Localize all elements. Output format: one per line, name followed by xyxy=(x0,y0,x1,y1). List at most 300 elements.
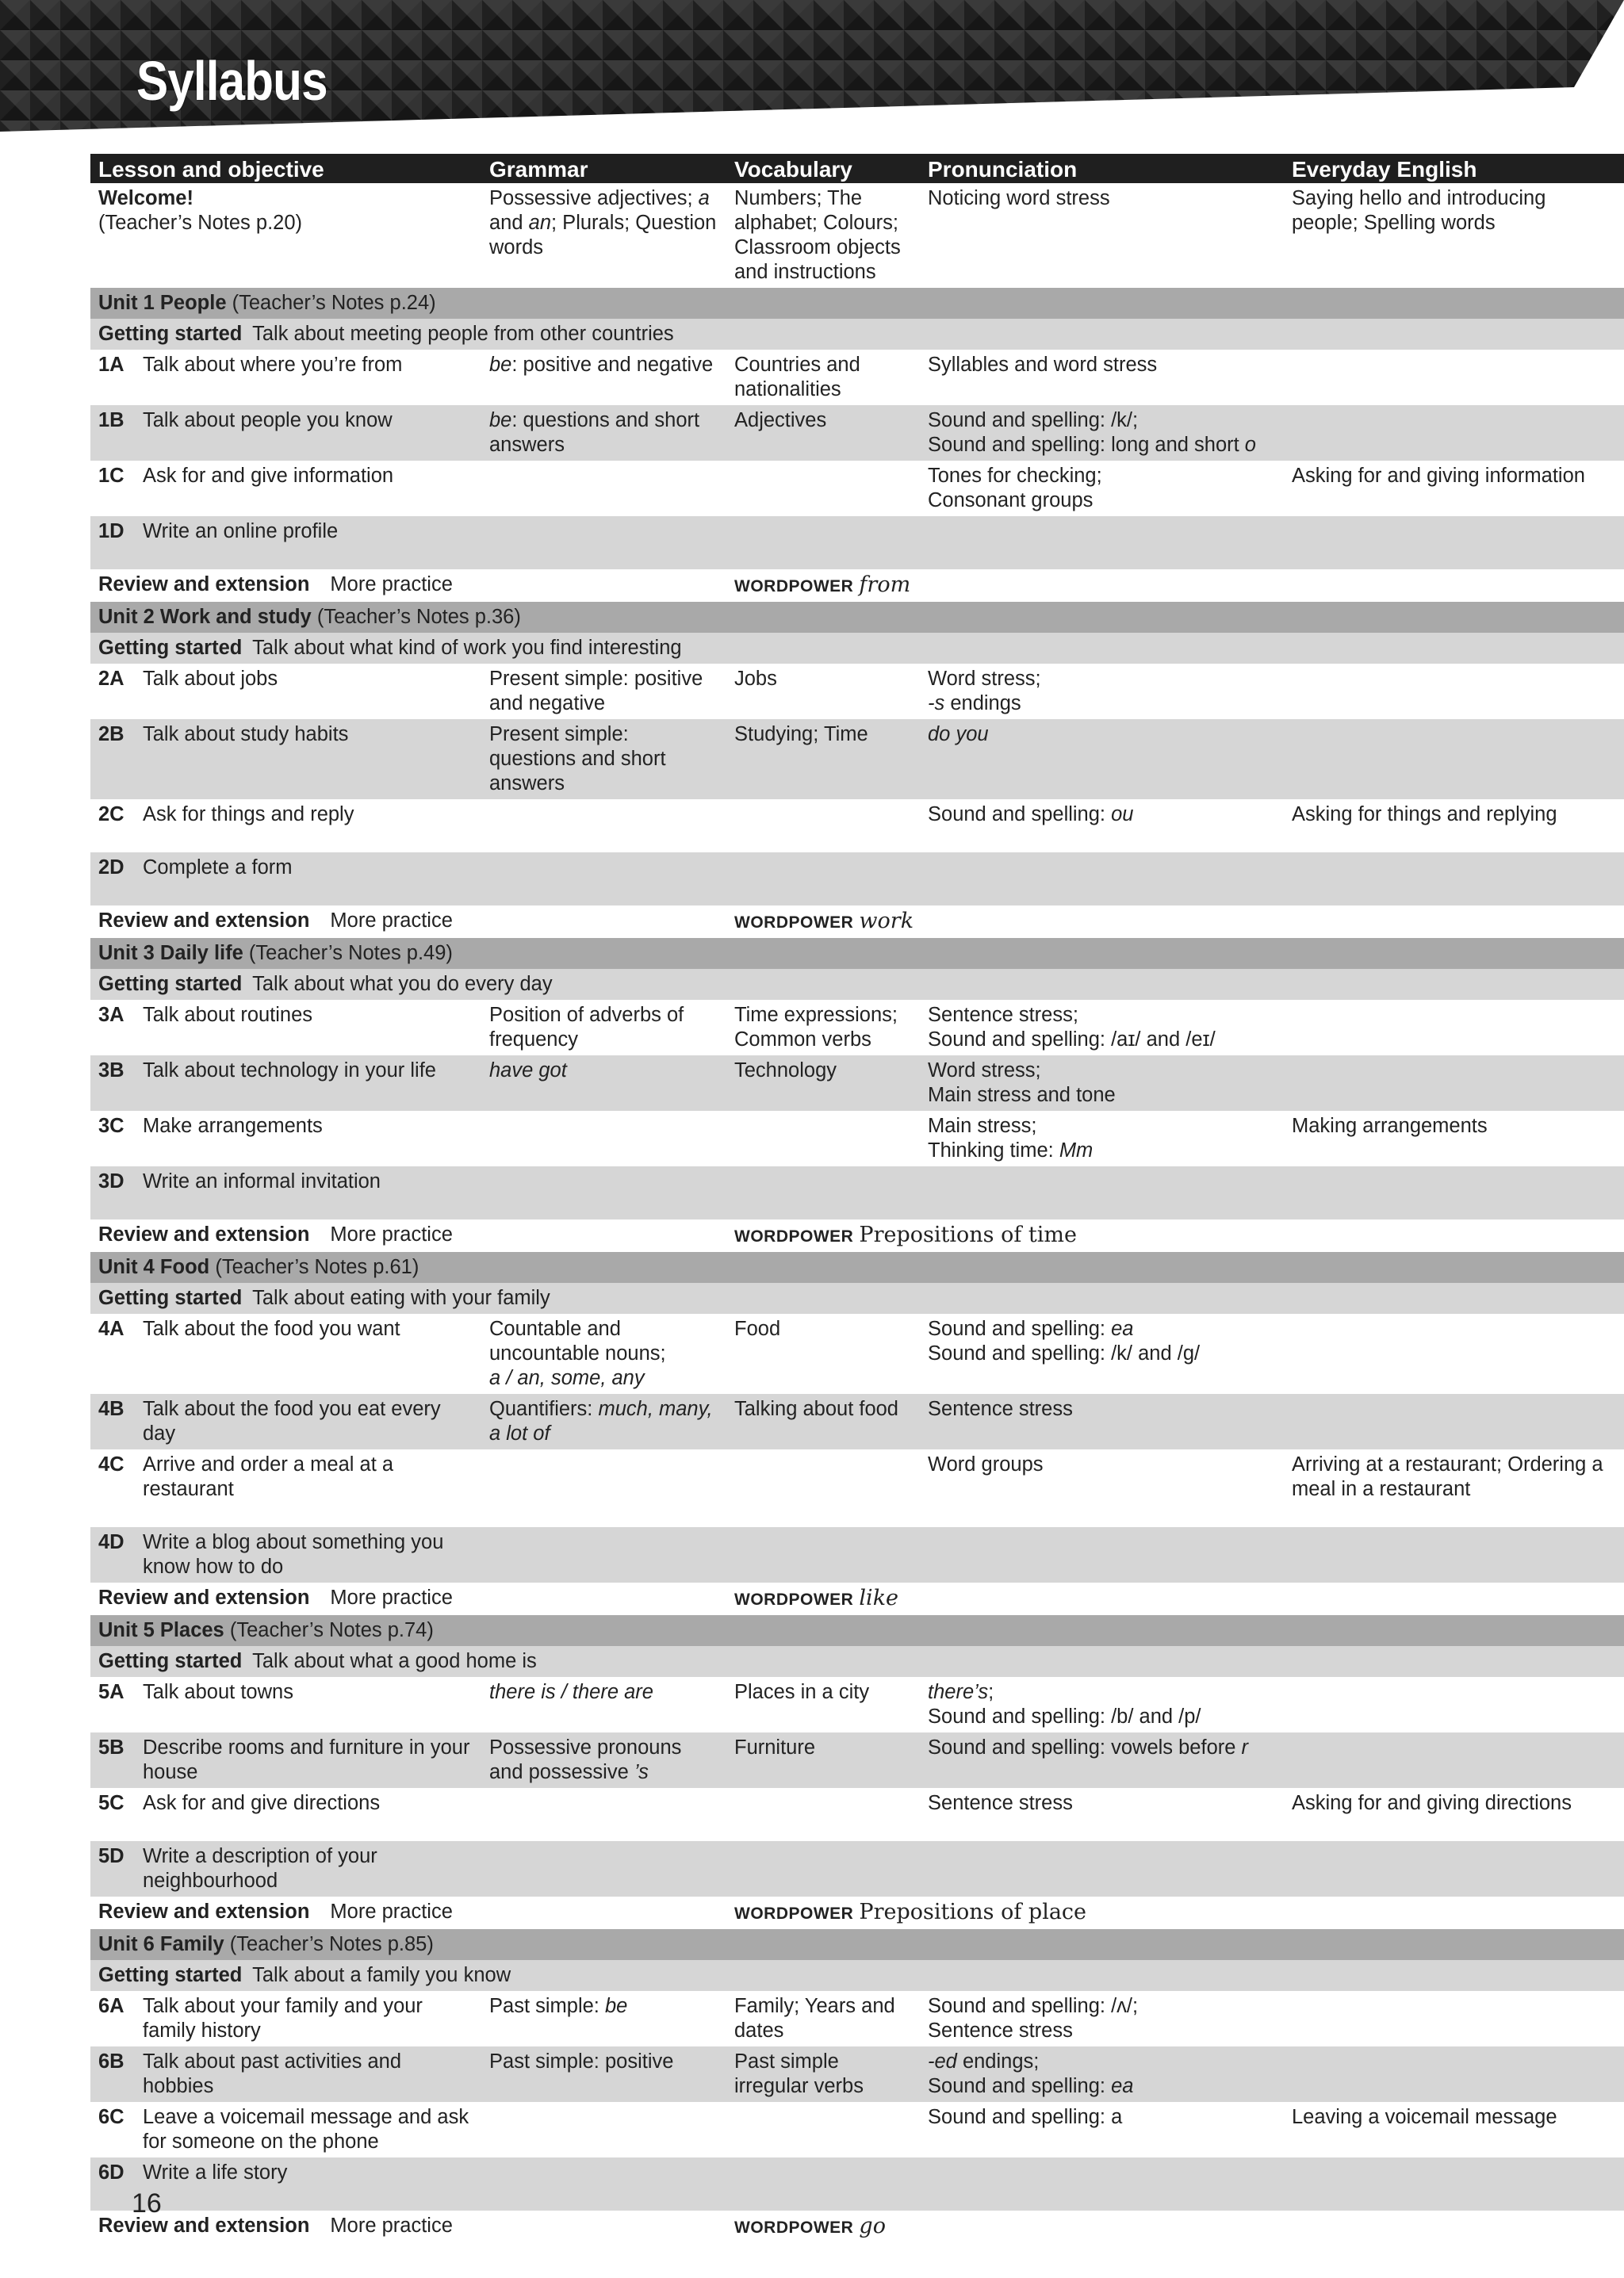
lesson-objective: Ask for and give information xyxy=(143,465,394,487)
grammar-text: Quantifiers: xyxy=(489,1398,599,1420)
lesson-vocabulary: Food xyxy=(734,1318,781,1340)
lesson-everyday-english xyxy=(1284,1527,1624,1583)
wordpower-word: Prepositions of time xyxy=(859,1223,1077,1247)
pronunciation-text: Sound and spelling: /aɪ/ and /eɪ/ xyxy=(928,1028,1216,1051)
grammar-text: be xyxy=(604,1995,628,2017)
lesson-pronunciation xyxy=(920,1166,1284,1219)
lesson-everyday-english xyxy=(1284,1166,1624,1219)
grammar-text: a xyxy=(698,187,710,209)
lesson-pronunciation xyxy=(920,405,1284,461)
lesson-code: 2D xyxy=(90,852,143,905)
review-row xyxy=(90,1219,1624,1252)
welcome-row xyxy=(90,183,1624,288)
grammar-text: be xyxy=(489,409,512,431)
lesson-pronunciation xyxy=(920,1677,1284,1732)
lesson-grammar xyxy=(481,461,726,516)
wordpower xyxy=(726,569,1624,602)
lesson-code: 4C xyxy=(98,1453,124,1476)
lesson-everyday-english: Leaving a voicemail message xyxy=(1292,2106,1557,2128)
lesson-everyday-english xyxy=(1284,852,1624,905)
welcome-objective xyxy=(90,183,481,288)
pronunciation-text: Consonant groups xyxy=(928,489,1094,511)
unit-name: Unit 3 Daily life xyxy=(98,942,243,964)
lesson-row xyxy=(90,1788,1624,1841)
wordpower xyxy=(726,1219,1624,1252)
lesson-vocabulary xyxy=(726,1841,920,1897)
getting-started-label: Getting started xyxy=(98,1650,243,1672)
lesson-pronunciation xyxy=(920,350,1284,405)
pronunciation-text: ; xyxy=(988,1681,994,1703)
wordpower-label: WORDPOWER xyxy=(734,577,854,595)
lesson-everyday-english xyxy=(1284,1677,1624,1732)
pronunciation-text: do you xyxy=(928,723,989,745)
wordpower-label: WORDPOWER xyxy=(734,1591,854,1609)
lesson-code: 1C xyxy=(98,465,124,487)
lesson-row xyxy=(90,1166,1624,1219)
syllabus-body xyxy=(90,183,1624,2243)
pronunciation-text: Sentence stress; xyxy=(928,1004,1078,1026)
pronunciation-text: ou xyxy=(1111,803,1134,825)
unit-title xyxy=(90,938,1624,969)
review-row xyxy=(90,1897,1624,1929)
more-practice: More practice xyxy=(330,1223,453,1246)
lesson-everyday-english xyxy=(1284,719,1624,799)
lesson-row xyxy=(90,2157,1624,2211)
unit-name: Unit 5 Places xyxy=(98,1619,224,1641)
lesson-grammar xyxy=(481,1527,726,1583)
getting-started-text: Talk about what a good home is xyxy=(252,1650,537,1672)
unit-header-row xyxy=(90,288,1624,319)
lesson-objective: Write an informal invitation xyxy=(143,1166,481,1219)
lesson-code: 6D xyxy=(90,2157,143,2211)
lesson-grammar xyxy=(481,2102,726,2157)
getting-started xyxy=(90,969,1624,1000)
review-title: Review and extension xyxy=(98,1587,310,1609)
unit-title xyxy=(90,1615,1624,1646)
lesson-vocabulary xyxy=(726,1788,920,1841)
review-title: Review and extension xyxy=(98,2215,310,2237)
lesson-vocabulary: Furniture xyxy=(726,1732,920,1788)
more-practice: More practice xyxy=(330,2215,453,2237)
pronunciation-text: -ed xyxy=(928,2050,957,2073)
lesson-pronunciation xyxy=(920,664,1284,719)
lesson-row xyxy=(90,1314,1624,1394)
lesson-code: 6C xyxy=(98,2106,124,2128)
review-title: Review and extension xyxy=(98,573,310,595)
lesson-row xyxy=(90,799,1624,852)
pronunciation-text: Sound and spelling: xyxy=(928,1318,1112,1340)
lesson-vocabulary xyxy=(726,1527,920,1583)
lesson-vocabulary xyxy=(726,2157,920,2211)
lesson-code: 4B xyxy=(90,1394,143,1449)
lesson-everyday-english xyxy=(1284,1314,1624,1394)
getting-started-text: Talk about what you do every day xyxy=(252,973,553,995)
column-header: Pronunciation xyxy=(920,154,1284,183)
grammar-text: ’s xyxy=(634,1761,649,1783)
lesson-code: 1B xyxy=(90,405,143,461)
lesson-pronunciation xyxy=(920,799,1284,852)
getting-started-label: Getting started xyxy=(98,323,243,345)
lesson-grammar xyxy=(481,664,726,719)
pronunciation-text: Sound and spelling: xyxy=(928,2075,1112,2097)
wordpower-word: work xyxy=(859,909,914,933)
getting-started xyxy=(90,1646,1624,1677)
lesson-row xyxy=(90,1732,1624,1788)
page-title: Syllabus xyxy=(136,50,327,112)
welcome-vocabulary: Numbers; The alphabet; Colours; Classroom objects and instructions xyxy=(734,187,901,283)
lesson-code: 2B xyxy=(90,719,143,799)
header-row xyxy=(90,154,1624,183)
wordpower-word: like xyxy=(859,1586,899,1610)
lesson-everyday-english xyxy=(1284,1394,1624,1449)
lesson-row xyxy=(90,1111,1624,1166)
review-row xyxy=(90,905,1624,938)
lesson-vocabulary xyxy=(726,852,920,905)
grammar-text: Position of adverbs of frequency xyxy=(489,1004,684,1051)
lesson-row xyxy=(90,1841,1624,1897)
unit-name: Unit 1 People xyxy=(98,292,227,314)
grammar-text: Present simple: questions and short answers xyxy=(489,723,666,794)
lesson-vocabulary xyxy=(726,2102,920,2157)
grammar-text: Past simple: xyxy=(489,1995,605,2017)
pronunciation-text: Sound and spelling: /k/; xyxy=(928,409,1139,431)
lesson-row xyxy=(90,516,1624,569)
lesson-vocabulary: Jobs xyxy=(734,668,777,690)
grammar-text: have got xyxy=(489,1059,567,1082)
lesson-objective: Talk about study habits xyxy=(143,719,481,799)
lesson-grammar xyxy=(481,1166,726,1219)
pronunciation-text: Word stress; xyxy=(928,1059,1041,1082)
lesson-vocabulary: Technology xyxy=(726,1055,920,1111)
lesson-pronunciation xyxy=(920,1394,1284,1449)
lesson-pronunciation xyxy=(920,1449,1284,1527)
lesson-vocabulary xyxy=(726,1111,920,1166)
pronunciation-text: Sound and spelling: vowels before xyxy=(928,1736,1242,1759)
lesson-objective: Make arrangements xyxy=(143,1115,323,1137)
getting-started-row xyxy=(90,319,1624,350)
lesson-pronunciation xyxy=(920,1000,1284,1055)
lesson-pronunciation xyxy=(920,1788,1284,1841)
lesson-objective: Talk about towns xyxy=(143,1681,293,1703)
review-title: Review and extension xyxy=(98,1901,310,1923)
lesson-objective: Talk about routines xyxy=(143,1004,313,1026)
lesson-everyday-english xyxy=(1284,405,1624,461)
wordpower-word: Prepositions of place xyxy=(859,1900,1087,1924)
review-label xyxy=(90,1897,726,1929)
more-practice: More practice xyxy=(330,1587,453,1609)
lesson-grammar xyxy=(481,1677,726,1732)
lesson-grammar xyxy=(481,1732,726,1788)
getting-started-label: Getting started xyxy=(98,973,243,995)
lesson-vocabulary: Adjectives xyxy=(726,405,920,461)
lesson-grammar xyxy=(481,719,726,799)
pronunciation-text: o xyxy=(1244,434,1256,456)
lesson-code: 2C xyxy=(98,803,124,825)
unit-name: Unit 4 Food xyxy=(98,1256,210,1278)
lesson-grammar xyxy=(481,1055,726,1111)
wordpower xyxy=(726,1897,1624,1929)
unit-notes: (Teacher’s Notes p.36) xyxy=(316,606,521,628)
lesson-row xyxy=(90,461,1624,516)
lesson-grammar xyxy=(481,1000,726,1055)
lesson-vocabulary: Studying; Time xyxy=(726,719,920,799)
pronunciation-text: Syllables and word stress xyxy=(928,354,1158,376)
grammar-text: much, many, a lot of xyxy=(489,1398,713,1445)
welcome-grammar xyxy=(481,183,726,288)
unit-notes: (Teacher’s Notes p.24) xyxy=(232,292,436,314)
lesson-vocabulary xyxy=(726,461,920,516)
wordpower xyxy=(726,1583,1624,1615)
pronunciation-text: Sound and spelling: /b/ and /p/ xyxy=(928,1706,1201,1728)
pronunciation-text: Word groups xyxy=(928,1453,1044,1476)
getting-started xyxy=(90,1960,1624,1991)
welcome-everyday-english: Saying hello and introducing people; Spelling words xyxy=(1292,187,1546,234)
lesson-row xyxy=(90,405,1624,461)
grammar-text: Possessive adjectives; xyxy=(489,187,699,209)
lesson-pronunciation xyxy=(920,1527,1284,1583)
lesson-objective: Talk about jobs xyxy=(143,668,278,690)
lesson-everyday-english xyxy=(1284,1841,1624,1897)
review-label xyxy=(90,2211,726,2243)
lesson-everyday-english: Asking for and giving information xyxy=(1292,465,1585,487)
unit-header-row xyxy=(90,1929,1624,1960)
pronunciation-text: Sound and spelling: xyxy=(928,803,1112,825)
lesson-grammar xyxy=(481,1841,726,1897)
lesson-row xyxy=(90,1000,1624,1055)
lesson-vocabulary: Talking about food xyxy=(726,1394,920,1449)
review-label xyxy=(90,1219,726,1252)
lesson-objective: Talk about where you’re from xyxy=(143,354,403,376)
lesson-objective: Talk about the food you want xyxy=(143,1318,400,1340)
lesson-vocabulary xyxy=(726,516,920,569)
review-title: Review and extension xyxy=(98,909,310,932)
lesson-vocabulary xyxy=(726,799,920,852)
lesson-code: 5C xyxy=(98,1792,124,1814)
lesson-code: 5B xyxy=(90,1732,143,1788)
pronunciation-text: there’s xyxy=(928,1681,989,1703)
lesson-objective: Complete a form xyxy=(143,852,481,905)
getting-started-row xyxy=(90,969,1624,1000)
lesson-everyday-english xyxy=(1284,1732,1624,1788)
welcome-pronunciation: Noticing word stress xyxy=(928,187,1110,209)
welcome-title: Welcome! xyxy=(98,187,193,209)
pronunciation-text: Main stress; xyxy=(928,1115,1037,1137)
pronunciation-text: -s xyxy=(928,692,945,714)
unit-header-row xyxy=(90,938,1624,969)
lesson-grammar xyxy=(481,799,726,852)
grammar-text: and xyxy=(489,212,529,234)
lesson-objective: Talk about the food you eat every day xyxy=(143,1394,481,1449)
lesson-vocabulary xyxy=(726,1166,920,1219)
lesson-pronunciation xyxy=(920,852,1284,905)
review-label xyxy=(90,1583,726,1615)
page-number: 16 xyxy=(132,2188,162,2219)
header-banner xyxy=(0,0,1624,132)
lesson-vocabulary: Countries and nationalities xyxy=(734,354,860,400)
lesson-code: 3D xyxy=(90,1166,143,1219)
lesson-everyday-english xyxy=(1284,1055,1624,1111)
lesson-grammar xyxy=(481,1314,726,1394)
review-title: Review and extension xyxy=(98,1223,310,1246)
pronunciation-text: Tones for checking; xyxy=(928,465,1102,487)
lesson-everyday-english xyxy=(1284,350,1624,405)
lesson-code: 5D xyxy=(90,1841,143,1897)
lesson-grammar xyxy=(481,1449,726,1527)
lesson-everyday-english: Asking for and giving directions xyxy=(1292,1792,1572,1814)
lesson-pronunciation xyxy=(920,2157,1284,2211)
lesson-row xyxy=(90,1991,1624,2046)
lesson-code: 3A xyxy=(98,1004,124,1026)
lesson-row xyxy=(90,664,1624,719)
column-header: Everyday English xyxy=(1284,154,1624,183)
lesson-pronunciation xyxy=(920,2046,1284,2102)
lesson-vocabulary xyxy=(726,1449,920,1527)
pronunciation-text: r xyxy=(1241,1736,1249,1759)
lesson-vocabulary: Family; Years and dates xyxy=(734,1995,895,2042)
lesson-everyday-english xyxy=(1284,1000,1624,1055)
lesson-grammar xyxy=(481,2046,726,2102)
pronunciation-text: endings xyxy=(944,692,1021,714)
grammar-text: ; Plurals; Question words xyxy=(489,212,717,258)
lesson-row xyxy=(90,1394,1624,1449)
unit-notes: (Teacher’s Notes p.74) xyxy=(229,1619,434,1641)
lesson-pronunciation xyxy=(920,1991,1284,2046)
lesson-code: 6A xyxy=(98,1995,124,2017)
more-practice: More practice xyxy=(330,573,453,595)
getting-started-row xyxy=(90,1283,1624,1314)
unit-notes: (Teacher’s Notes p.61) xyxy=(215,1256,419,1278)
lesson-row xyxy=(90,350,1624,405)
getting-started-row xyxy=(90,633,1624,664)
grammar-text: Present simple: positive and negative xyxy=(489,668,703,714)
lesson-objective: Ask for and give directions xyxy=(143,1792,381,1814)
review-label xyxy=(90,905,726,938)
getting-started-label: Getting started xyxy=(98,637,243,659)
pronunciation-text: Sentence stress xyxy=(928,1792,1073,1814)
lesson-objective: Talk about past activities and hobbies xyxy=(143,2046,481,2102)
lesson-row xyxy=(90,852,1624,905)
lesson-code: 1A xyxy=(98,354,124,376)
unit-header-row xyxy=(90,1252,1624,1283)
lesson-grammar xyxy=(481,852,726,905)
unit-title xyxy=(90,1929,1624,1960)
getting-started-row xyxy=(90,1646,1624,1677)
lesson-everyday-english xyxy=(1284,1991,1624,2046)
column-header: Grammar xyxy=(481,154,726,183)
lesson-objective: Talk about people you know xyxy=(143,405,481,461)
lesson-grammar xyxy=(481,1788,726,1841)
unit-header-row xyxy=(90,1615,1624,1646)
unit-header-row xyxy=(90,602,1624,633)
grammar-text: an xyxy=(528,212,552,234)
wordpower-label: WORDPOWER xyxy=(734,1227,854,1246)
review-row xyxy=(90,1583,1624,1615)
wordpower xyxy=(726,2211,1624,2243)
column-header: Vocabulary xyxy=(726,154,920,183)
lesson-everyday-english xyxy=(1284,2157,1624,2211)
lesson-everyday-english xyxy=(1284,664,1624,719)
lesson-row xyxy=(90,1527,1624,1583)
syllabus-table xyxy=(90,154,1624,2243)
review-row xyxy=(90,2211,1624,2243)
getting-started xyxy=(90,633,1624,664)
unit-notes: (Teacher’s Notes p.85) xyxy=(229,1933,434,1955)
lesson-objective: Write an online profile xyxy=(143,516,481,569)
lesson-objective: Talk about technology in your life xyxy=(143,1055,481,1111)
unit-title xyxy=(90,288,1624,319)
grammar-text: there is / there are xyxy=(489,1681,653,1703)
getting-started-label: Getting started xyxy=(98,1964,243,1986)
lesson-objective: Arrive and order a meal at a restaurant xyxy=(143,1453,394,1500)
lesson-row xyxy=(90,1677,1624,1732)
lesson-objective: Write a description of your neighbourhood xyxy=(143,1841,481,1897)
pronunciation-text: ea xyxy=(1111,1318,1134,1340)
pronunciation-text: a xyxy=(1111,2106,1123,2128)
lesson-pronunciation xyxy=(920,1732,1284,1788)
lesson-code: 1D xyxy=(90,516,143,569)
pronunciation-text: Mm xyxy=(1059,1139,1094,1162)
grammar-text: : positive and negative xyxy=(511,354,714,376)
pronunciation-text: Sentence stress xyxy=(928,1398,1073,1420)
lesson-everyday-english: Arriving at a restaurant; Ordering a meal in a restaurant xyxy=(1292,1453,1603,1500)
lesson-vocabulary: Past simple irregular verbs xyxy=(726,2046,920,2102)
lesson-code: 5A xyxy=(98,1681,124,1703)
lesson-row xyxy=(90,2102,1624,2157)
lesson-objective: Talk about your family and your family history xyxy=(143,1995,423,2042)
lesson-pronunciation xyxy=(920,719,1284,799)
lesson-everyday-english: Asking for things and replying xyxy=(1292,803,1557,825)
lesson-grammar xyxy=(481,1991,726,2046)
lesson-pronunciation xyxy=(920,1314,1284,1394)
lesson-code: 6B xyxy=(90,2046,143,2102)
grammar-text: a / an, some, any xyxy=(489,1367,645,1389)
wordpower xyxy=(726,905,1624,938)
lesson-grammar xyxy=(481,350,726,405)
lesson-code: 3B xyxy=(90,1055,143,1111)
lesson-code: 3C xyxy=(98,1115,124,1137)
lesson-everyday-english xyxy=(1284,2046,1624,2102)
lesson-pronunciation xyxy=(920,2102,1284,2157)
pronunciation-text: Word stress; xyxy=(928,668,1041,690)
grammar-text: : questions and short answers xyxy=(489,409,700,456)
review-label xyxy=(90,569,726,602)
lesson-pronunciation xyxy=(920,1055,1284,1111)
pronunciation-text: Thinking time: xyxy=(928,1139,1059,1162)
welcome-notes: (Teacher’s Notes p.20) xyxy=(98,212,303,234)
lesson-grammar xyxy=(481,1394,726,1449)
lesson-objective: Describe rooms and furniture in your house xyxy=(143,1732,481,1788)
lesson-code: 2A xyxy=(98,668,124,690)
pronunciation-text: Sound and spelling: xyxy=(928,2106,1112,2128)
lesson-grammar xyxy=(481,516,726,569)
lesson-pronunciation xyxy=(920,1841,1284,1897)
grammar-text: Past simple: positive xyxy=(489,2050,674,2073)
more-practice: More practice xyxy=(330,1901,453,1923)
lesson-pronunciation xyxy=(920,461,1284,516)
getting-started xyxy=(90,1283,1624,1314)
lesson-grammar xyxy=(481,405,726,461)
lesson-grammar xyxy=(481,2157,726,2211)
pronunciation-text: Main stress and tone xyxy=(928,1084,1116,1106)
grammar-text: be xyxy=(489,354,512,376)
getting-started-text: Talk about what kind of work you find interesting xyxy=(252,637,682,659)
lesson-vocabulary: Time expressions; Common verbs xyxy=(734,1004,898,1051)
column-header: Lesson and objective xyxy=(90,154,481,183)
pronunciation-text: Sound and spelling: /ʌ/; xyxy=(928,1995,1139,2017)
grammar-text: Countable and uncountable nouns; xyxy=(489,1318,666,1365)
lesson-objective: Write a blog about something you know how to do xyxy=(143,1527,481,1583)
lesson-grammar xyxy=(481,1111,726,1166)
